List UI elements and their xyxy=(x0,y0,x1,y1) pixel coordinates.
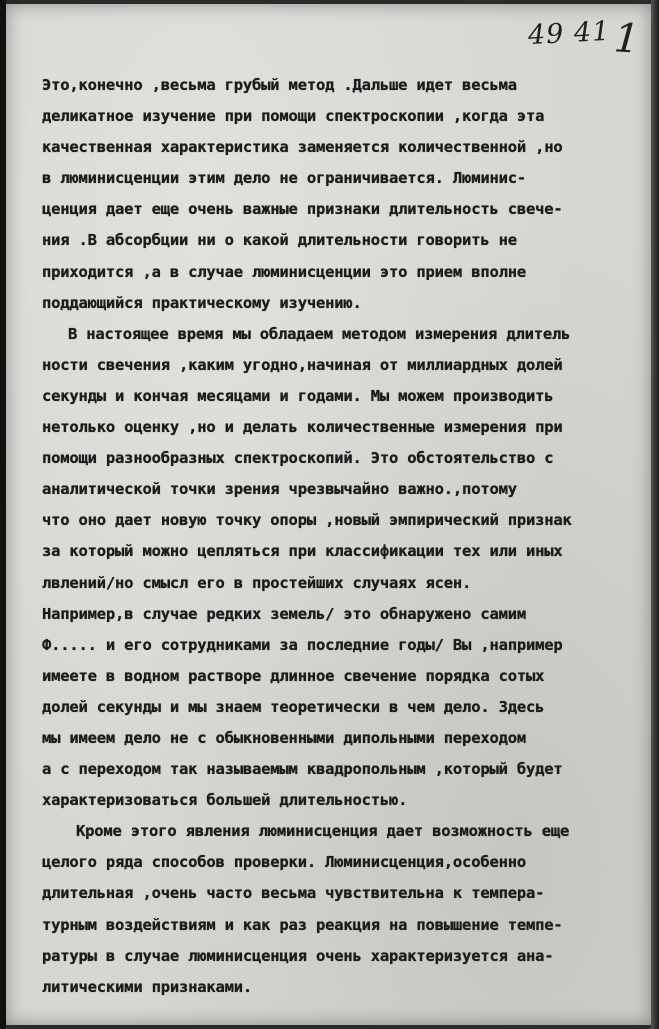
text-line: приходится ,а в случае люминисценции это прием вполне xyxy=(42,262,526,281)
text-line: а с переходом так называемым квадропольным ,который будет xyxy=(42,760,563,779)
text-line: ности свечения ,каким угодно,начиная от миллиардных долей xyxy=(42,355,563,374)
text-line: деликатное изучение при помощи спектроскопии ,когда эта xyxy=(42,107,545,126)
text-line: нетолько оценку ,но и делать количественные измерения при xyxy=(42,418,563,437)
text-line: ценция дает еще очень важные признаки длительность свече- xyxy=(42,200,563,219)
text-line: Ф..... и его сотрудниками за последние годы/ Вы ,например xyxy=(42,635,563,654)
text-line: за который можно цепляться при классификации тех или иных xyxy=(42,542,563,561)
text-line: длительная ,очень часто весьма чувствительна к темпера- xyxy=(42,884,545,903)
text-line: литическими признаками. xyxy=(42,977,253,996)
text-line: Это,конечно ,весьма грубый метод .Дальше идет весьма xyxy=(42,76,517,94)
typewritten-page xyxy=(6,4,651,1025)
scan-right-edge xyxy=(651,0,659,1029)
text-line: Например,в случае редких земель/ это обнаружено самим xyxy=(42,604,526,623)
text-line: Кроме этого явления люминисценция дает возможность еще xyxy=(76,822,570,841)
text-line: в люминисценции этим дело не ограничивается. Люминис- xyxy=(42,169,526,188)
text-line: лвлений/но смысл его в простейших случаях ясен. xyxy=(42,573,472,592)
text-line: аналитической точки зрения чрезвычайно важно.,потому xyxy=(42,480,517,499)
text-line: ратуры в случае люминисценция очень характеризуется ана- xyxy=(42,946,554,965)
text-line: имеете в водном растворе длинное свечение порядка сотых xyxy=(42,666,545,685)
text-line: характеризоваться большей длительностью. xyxy=(42,791,408,810)
text-line: поддающийся практическому изучению. xyxy=(42,293,362,312)
text-line: долей секунды и мы знаем теоретически в чем дело. Здесь xyxy=(42,697,545,716)
handwritten-page-number: 49 41 xyxy=(527,15,612,52)
text-line: В настоящее время мы обладаем методом измерения длитель xyxy=(68,324,571,343)
text-line: что оно дает новую точку опоры ,новый эмпирический признак xyxy=(42,511,572,530)
text-line: помощи разнообразных спектроскопий. Это обстоятельство с xyxy=(42,449,554,468)
text-line: секунды и кончая месяцами и годами. Мы можем производить xyxy=(42,386,554,405)
text-line: ния .В абсорбции ни о какой длительности говорить не xyxy=(42,231,517,250)
handwritten-page-mark: 1 xyxy=(612,15,642,63)
text-line: целого ряда способов проверки. Люминисценция,особенно xyxy=(42,853,526,872)
typed-text-body xyxy=(42,70,642,1003)
text-line: турным воздействиям и как раз реакция на повышение темпе- xyxy=(42,915,563,934)
text-line: мы имеем дело не с обыкновенными дипольными переходом xyxy=(42,728,526,747)
text-line: качественная характеристика заменяется количественной ,но xyxy=(42,138,563,157)
